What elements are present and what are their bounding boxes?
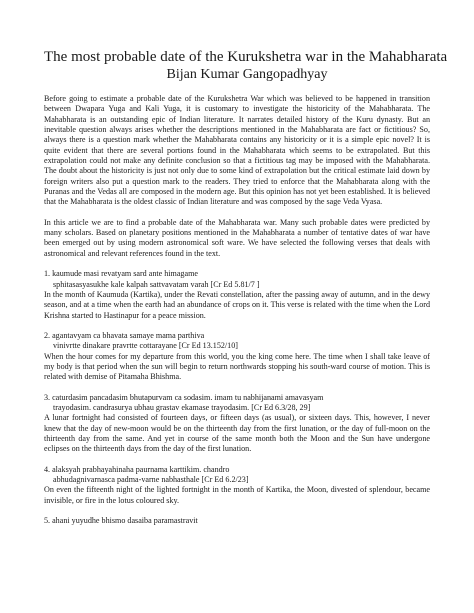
author-name: Bijan Kumar Gangopadhyay xyxy=(166,67,328,82)
verse-line: 5. ahani yuyudhe bhismo dasaiba paramastravit xyxy=(44,516,198,526)
verse-item-1 xyxy=(44,269,430,321)
verse-item-3 xyxy=(44,393,430,455)
verse-reference-line: abhudagnivarnasca padma-varne nabhasthale [Cr Ed 6.2/23] xyxy=(53,475,249,484)
verse-item-2 xyxy=(44,331,430,383)
verse-reference-line: sphitasasyasukhe kale kalpah sattvavatam varah [Cr Ed 5.81/7 ] xyxy=(53,279,260,289)
verse-translation: In the month of Kaumuda (Kartika), under the Revati constellation, after the passing away of autumn, and in the dewy season, and at a time when the earth had an abundance of crops on it. This verse is related with the time when the Lord Krishna started to Hastinapur for a peace mission. xyxy=(44,289,430,320)
verse-reference-line: vinivrtte dinakare pravrtte cottarayane [Cr Ed 13.152/10] xyxy=(53,341,238,351)
verse-line: 3. caturdasim pancadasim bhutapurvam ca sodasim. imam tu nabhijanami amavasyam xyxy=(44,392,324,402)
verse-item-4 xyxy=(44,465,430,506)
method-paragraph: In this article we are to find a probable date of the Mahabharata war. Many such probable dates were predicted by many scholars. Based on planetary positions mentioned in the Mahabharata a number of tentative dates of war have been emerged out by using modern astronomical soft ware. We have selected the following verses that deals with astronomical and relevant references found in the text. xyxy=(44,217,430,258)
verse-translation: When the hour comes for my departure from this world, you the king come here. The time when I shall take leave of my body is that period when the sun will begin to return northwards stopping his south-ward course of motion. This is related with demise of Pitamaha Bhishma. xyxy=(44,351,430,382)
verse-translation: A lunar fortnight had consisted of fourteen days, or fifteen days (as usual), or sixteen days. This, however, I never knew that the day of new-moon would be on the thirteenth day from the first lunation, or the day of full-moon on the thirteenth day from the same. And yet in course of the same month both the Moon and the Sun have undergone eclipses on the thirteenth days from the day of the first lunation. xyxy=(44,413,430,454)
verse-translation: On even the fifteenth night of the lighted fortnight in the month of Kartika, the Moon, divested of splendour, became invisible, or fire in the lotus coloured sky. xyxy=(44,485,430,505)
verse-line: 1. kaumude masi revatyam sard ante himagame xyxy=(44,269,198,279)
verse-line: 2. agantavyam ca bhavata samaye mama parthiva xyxy=(44,330,205,340)
verse-line: 4. alaksyah prabhayahinaha paurnama karttikim. chandro xyxy=(44,464,230,474)
document-title: The most probable date of the Kurukshetra war in the Mahabharata xyxy=(44,49,448,65)
verse-reference-line: trayodasim. candrasurya ubhau grastav ekamase trayodasim. [Cr Ed 6.3/28, 29] xyxy=(53,402,311,412)
verse-item-5 xyxy=(44,516,430,526)
intro-paragraph: Before going to estimate a probable date of the Kurukshetra War which was believed to be happened in transition between Dwapara Yuga and Kali Yuga, it is customary to investigate the historicity of the Mahabharata. The Mahabharata is an outstanding epic of Indian literature. It narrates detailed history of the Kuru dynasty. But an inevitable question always arises whether the descriptions mentioned in the Mahabharata are fact or fictitious? So, always there is a question mark whether the Mahabharata contains any historicity or it is a simple epic novel? It is quite evident that there are several portions found in the Mahabharata which seems to be extrapolated. But this extrapolation could not make any definite conclusion so that a fictitious tag may be imposed with the Mahabharata. The doubt about the historicity is just not only due to some kind of extrapolation but the critical estimate laid down by foreign writers also put a question mark to the readers. They tried to enforce that the Mahabharata along with the Puranas and the Vedas all are composed in the modern age. But this opinion has not yet been established. It is believed that the Mahabharata is the oldest classic of Indian literature and was composed by the sage Veda Vyasa. xyxy=(44,94,430,207)
